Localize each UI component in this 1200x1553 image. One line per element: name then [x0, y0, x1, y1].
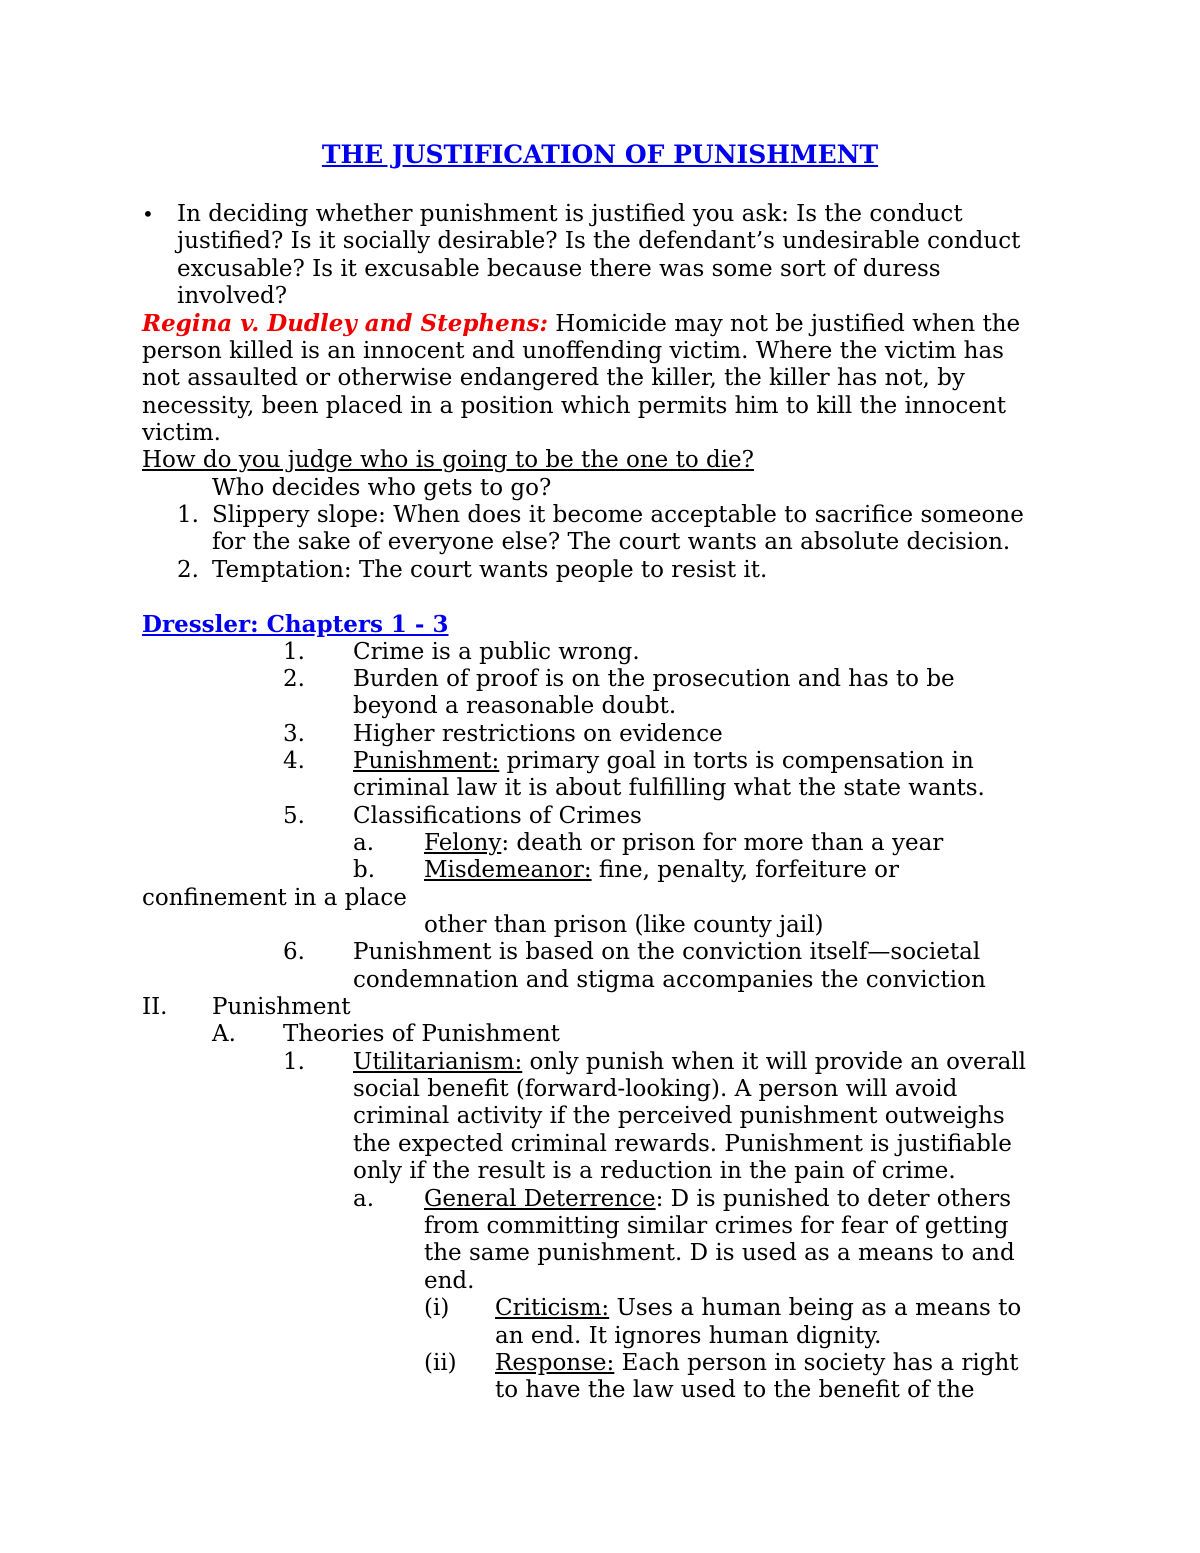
bullet-marker: • — [142, 202, 154, 226]
term: Criticism: — [495, 1295, 610, 1321]
sublist-letter: b. — [353, 857, 376, 883]
term: Felony — [424, 830, 502, 856]
list-number: 1. — [177, 502, 199, 528]
bullet-text-line: In deciding whether punishment is justified you ask: Is the conduct — [177, 201, 963, 227]
list-number: 1. — [283, 639, 305, 665]
term: Misdemeanor: — [424, 857, 592, 883]
list-item-text: only if the result is a reduction in the pain of crime. — [353, 1158, 956, 1184]
sublist-item-text — [424, 830, 943, 857]
list-number: 4. — [283, 748, 305, 774]
outline-letter: A. — [212, 1021, 236, 1047]
bullet-text-line: excusable? Is it excusable because there was some sort of duress — [177, 256, 941, 282]
sublist-item-text: confinement in a place — [142, 885, 407, 911]
sublist-item-text: end. — [424, 1268, 475, 1294]
subsub-item-text — [495, 1295, 1021, 1322]
list-number: 3. — [283, 721, 305, 747]
list-number: 2. — [283, 666, 305, 692]
term: General Deterrence — [424, 1186, 656, 1212]
bullet-text-line: justified? Is it socially desirable? Is the defendant’s undesirable conduct — [177, 228, 1021, 254]
list-item-text: criminal law it is about fulfilling what the state wants. — [353, 775, 985, 801]
page-title: THE JUSTIFICATION OF PUNISHMENT — [321, 140, 879, 169]
list-item-text: Crime is a public wrong. — [353, 639, 640, 665]
question-heading: How do you judge who is going to be the one to die? — [142, 447, 754, 473]
list-number: 2. — [177, 557, 199, 583]
case-holding: Homicide may not be justified when the — [547, 311, 1021, 337]
sublist-item-text — [424, 857, 899, 884]
list-item-text: for the sake of everyone else? The court wants an absolute decision. — [212, 529, 1011, 555]
list-item-text: social benefit (forward-looking). A person will avoid — [353, 1076, 958, 1102]
list-item-text: Punishment is based on the conviction itself—societal — [353, 939, 981, 965]
sublist-letter: a. — [353, 1186, 375, 1212]
list-item-text: Higher restrictions on evidence — [353, 721, 723, 747]
list-item-text: criminal activity if the perceived punishment outweighs — [353, 1103, 1005, 1129]
sublist-item-text: other than prison (like county jail) — [424, 912, 824, 938]
list-item-text: Temptation: The court wants people to resist it. — [212, 557, 768, 583]
outline-heading: Punishment — [212, 994, 351, 1020]
definition: only punish when it will provide an overall — [522, 1049, 1026, 1075]
case-text-line: necessity, been placed in a position which permits him to kill the innocent — [142, 393, 1006, 419]
roman-numeral: (ii) — [424, 1350, 457, 1376]
definition: : death or prison for more than a year — [501, 830, 944, 856]
list-number: 6. — [283, 939, 305, 965]
term: Punishment: — [353, 748, 500, 774]
outline-numeral: II. — [142, 994, 168, 1020]
sublist-item-text — [424, 1186, 1011, 1213]
roman-numeral: (i) — [424, 1295, 450, 1321]
list-item-text: condemnation and stigma accompanies the conviction — [353, 967, 986, 993]
question-subline: Who decides who gets to go? — [212, 475, 552, 501]
definition: Each person in society has a right — [614, 1350, 1019, 1376]
list-item-text: the expected criminal rewards. Punishment is justifiable — [353, 1131, 1012, 1157]
sublist-item-text: the same punishment. D is used as a means to and — [424, 1240, 1015, 1266]
subsub-item-text: an end. It ignores human dignity. — [495, 1323, 882, 1349]
sublist-letter: a. — [353, 830, 375, 856]
outline-subheading: Theories of Punishment — [283, 1021, 560, 1047]
case-text-line: victim. — [142, 420, 221, 446]
case-text-line: person killed is an innocent and unoffending victim. Where the victim has — [142, 338, 1004, 364]
definition: : D is punished to deter others — [655, 1186, 1012, 1212]
definition: fine, penalty, forfeiture or — [591, 857, 899, 883]
bullet-text-line: involved? — [177, 283, 288, 309]
case-name: Regina v. Dudley and Stephens: — [142, 310, 548, 337]
section-heading-dressler: Dressler: Chapters 1 - 3 — [142, 611, 449, 638]
list-item-text: Classifications of Crimes — [353, 803, 642, 829]
definition: primary goal in torts is compensation in — [499, 748, 974, 774]
list-number: 5. — [283, 803, 305, 829]
term: Utilitarianism: — [353, 1049, 523, 1075]
definition: Uses a human being as a means to — [609, 1295, 1022, 1321]
list-item-text — [353, 1049, 1026, 1076]
sublist-item-text: from committing similar crimes for fear of getting — [424, 1213, 1009, 1239]
term: Response: — [495, 1350, 615, 1376]
list-item-text: Burden of proof is on the prosecution and has to be — [353, 666, 955, 692]
subsub-item-text — [495, 1350, 1019, 1377]
subsub-item-text: to have the law used to the benefit of the — [495, 1377, 975, 1403]
list-item-text — [353, 748, 974, 775]
case-paragraph-first-line — [142, 310, 1020, 338]
list-number: 1. — [283, 1049, 305, 1075]
case-text-line: not assaulted or otherwise endangered the killer, the killer has not, by — [142, 365, 965, 391]
list-item-text: beyond a reasonable doubt. — [353, 693, 677, 719]
list-item-text: Slippery slope: When does it become acceptable to sacrifice someone — [212, 502, 1024, 528]
